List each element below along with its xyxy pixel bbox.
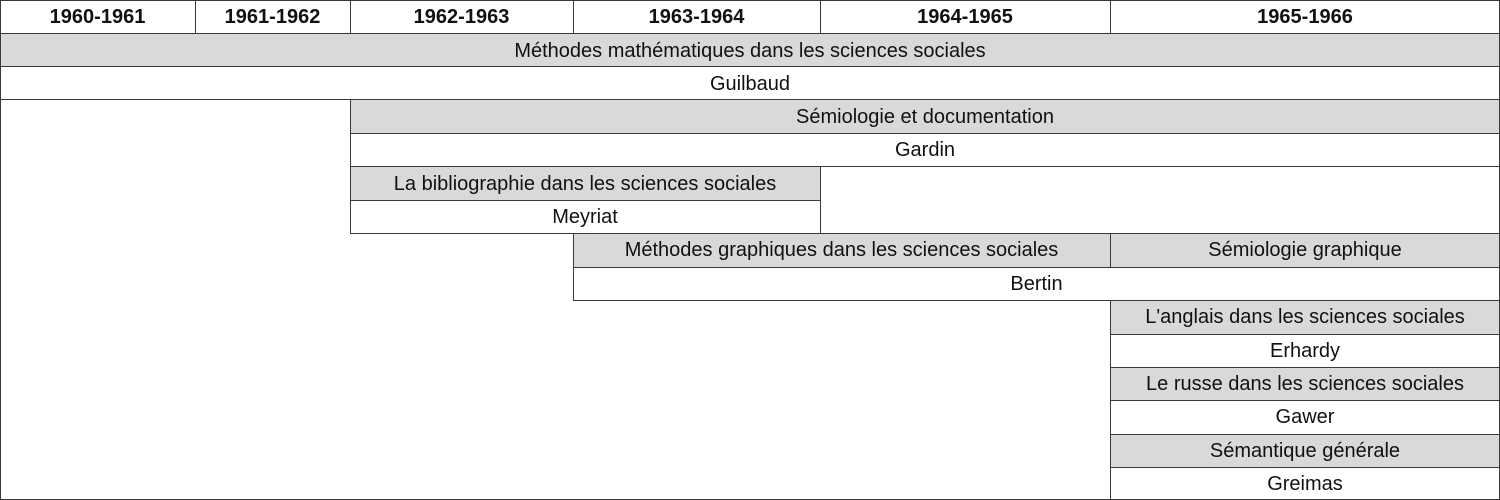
course-title-semiologie-graphique: Sémiologie graphique [1110, 233, 1500, 267]
teacher-gardin: Gardin [894, 139, 956, 161]
year-header-1960-1961: 1960-1961 [49, 6, 146, 28]
teacher-bertin: Bertin [1010, 272, 1063, 295]
year-header-1963-1964: 1963-1964 [648, 6, 745, 28]
year-header-1965-1966: 1965-1966 [1257, 6, 1353, 28]
course-title-russe: Le russe dans les sciences sociales [1110, 367, 1500, 400]
teacher-gawer: Gawer [1275, 406, 1335, 428]
course-title-bibliographie: La bibliographie dans les sciences sociales [350, 167, 820, 200]
teacher-erhardy: Erhardy [1269, 339, 1341, 362]
course-title-semantique: Sémantique générale [1110, 434, 1500, 467]
course-title-methodes-graphiques: Méthodes graphiques dans les sciences sociales [573, 233, 1110, 267]
course-title-mathematiques: Méthodes mathématiques dans les sciences sociales [0, 34, 1500, 67]
year-header-1964-1965: 1964-1965 [917, 6, 1013, 28]
course-title-semiologie-documentation: Sémiologie et documentation [350, 100, 1500, 133]
teacher-meyriat: Meyriat [552, 205, 618, 228]
course-title-anglais: L'anglais dans les sciences sociales [1110, 300, 1500, 334]
year-header-1962-1963: 1962-1963 [413, 6, 510, 28]
year-header-1961-1962: 1961-1962 [224, 6, 321, 28]
teacher-guilbaud: Guilbaud [709, 72, 791, 95]
teacher-greimas: Greimas [1267, 472, 1343, 495]
